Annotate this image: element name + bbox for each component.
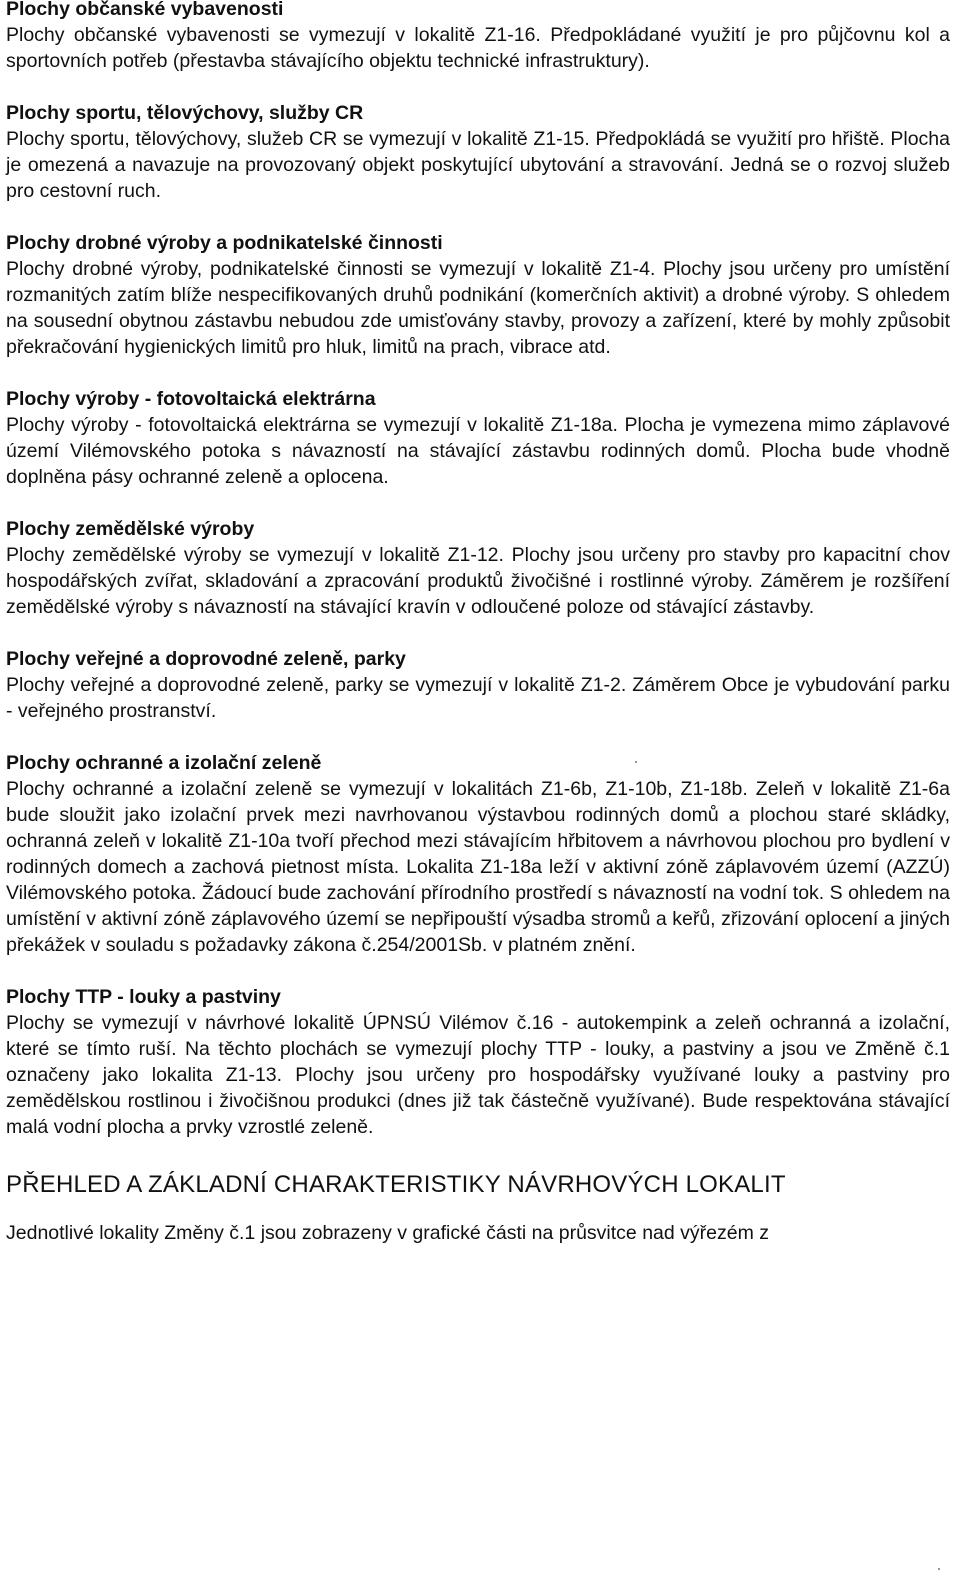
section-heading: Plochy drobné výroby a podnikatelské činnosti xyxy=(6,232,443,254)
section-heading: Plochy občanské vybavenosti xyxy=(6,0,284,20)
section-heading: Plochy veřejné a doprovodné zeleně, parky xyxy=(6,648,406,670)
section-text: Plochy zemědělské výroby se vymezují v lokalitě Z1-12. Plochy jsou určeny pro stavby pro kapacitní chov hospodářských zvířat, skladování a zpracování produktů živočišné i rostlinné výroby. Záměrem je rozšíření zemědělské výroby s návazností na stávající kravín v odloučené poloze od stávající zástavby. xyxy=(6,544,950,618)
section-text: Plochy sportu, tělovýchovy, služeb CR se vymezují v lokalitě Z1-15. Předpokládá se využití pro hřiště. Plocha je omezená a navazuje na provozovaný objekt poskytující ubytování a stravování. Jedná se o rozvoj služeb pro cestovní ruch. xyxy=(6,128,950,202)
section-civic-amenities xyxy=(6,0,950,74)
section-overview xyxy=(6,1170,950,1246)
section-heading: Plochy sportu, tělovýchovy, služby CR xyxy=(6,102,364,124)
section-heading: Plochy zemědělské výroby xyxy=(6,518,255,540)
section-text: Plochy ochranné a izolační zeleně se vymezují v lokalitách Z1-6b, Z1-10b, Z1-18b. Zeleň v lokalitě Z1-6a bude sloužit jako izolační prvek mezi navrhovanou výstavbou rodinných domů a plochou staré skládky, ochranná zeleň v lokalitě Z1-10a tvoří přechod mezi stávajícím hřbitovem a návrhovou plochou pro bydlení v rodinných domech a zachová pietnost místa. Lokalita Z1-18a leží v aktivní zóně záplavovém území (AZZÚ) Vilémovského potoka. Žádoucí bude zachování přírodního prostředí s návazností na vodní tok. S ohledem na umístění v aktivní zóně záplavového území se nepřipouští výsadba stromů a keřů, zřizování oplocení a jiných překážek v souladu s požadavky zákona č.254/2001Sb. v platném znění. xyxy=(6,778,950,956)
section-heading: Plochy TTP - louky a pastviny xyxy=(6,986,281,1008)
overview-text: Jednotlivé lokality Změny č.1 jsou zobrazeny v grafické části na průsvitce nad výřezém z xyxy=(6,1222,769,1244)
section-protective-greenery xyxy=(6,750,950,958)
section-text: Plochy veřejné a doprovodné zeleně, parky se vymezují v lokalitě Z1-2. Záměrem Obce je vybudování parku - veřejného prostranství. xyxy=(6,674,950,722)
section-photovoltaic xyxy=(6,386,950,490)
section-sport xyxy=(6,100,950,204)
section-heading: Plochy výroby - fotovoltaická elektrárna xyxy=(6,388,376,410)
section-text: Plochy občanské vybavenosti se vymezují v lokalitě Z1-16. Předpokládané využití je pro půjčovnu kol a sportovních potřeb (přestavba stávajícího objektu technické infrastruktury). xyxy=(6,24,950,72)
overview-heading: PŘEHLED A ZÁKLADNÍ CHARAKTERISTIKY NÁVRHOVÝCH LOKALIT xyxy=(6,1171,786,1198)
section-text: Plochy drobné výroby, podnikatelské činnosti se vymezují v lokalitě Z1-4. Plochy jsou určeny pro umístění rozmanitých zatím blíže nespecifikovaných druhů podnikání (komerčních aktivit) a drobné výroby. S ohledem na sousední obytnou zástavbu nebudou zde umisťovány stavby, provozy a zařízení, které by mohly způsobit překračování hygienických limitů pro hluk, limitů na prach, vibrace atd. xyxy=(6,258,950,358)
section-heading: Plochy ochranné a izolační zeleně xyxy=(6,752,322,774)
section-public-greenery xyxy=(6,646,950,724)
section-text: Plochy výroby - fotovoltaická elektrárna se vymezují v lokalitě Z1-18a. Plocha je vymezena mimo záplavové území Vilémovského potoka s návazností na stávající zástavbu rodinných domů. Plocha bude vhodně doplněna pásy ochranné zeleně a oplocena. xyxy=(6,414,950,488)
scan-speck xyxy=(635,761,637,763)
scan-speck xyxy=(938,1568,940,1570)
section-meadows-pastures xyxy=(6,984,950,1140)
section-small-production xyxy=(6,230,950,360)
section-agricultural xyxy=(6,516,950,620)
section-text: Plochy se vymezují v návrhové lokalitě ÚPNSÚ Vilémov č.16 - autokempink a zeleň ochranná a izolační, které se tímto ruší. Na těchto plochách se vymezují plochy TTP - louky, a pastviny a jsou ve Změně č.1 označeny jako lokalita Z1-13. Plochy jsou určeny pro hospodářsky využívané louky a pastviny pro zemědělskou rostlinou i živočišnou produkci (dnes již tak částečně využívané). Bude respektována stávající malá vodní plocha a prvky vzrostlé zeleně. xyxy=(6,1012,950,1138)
